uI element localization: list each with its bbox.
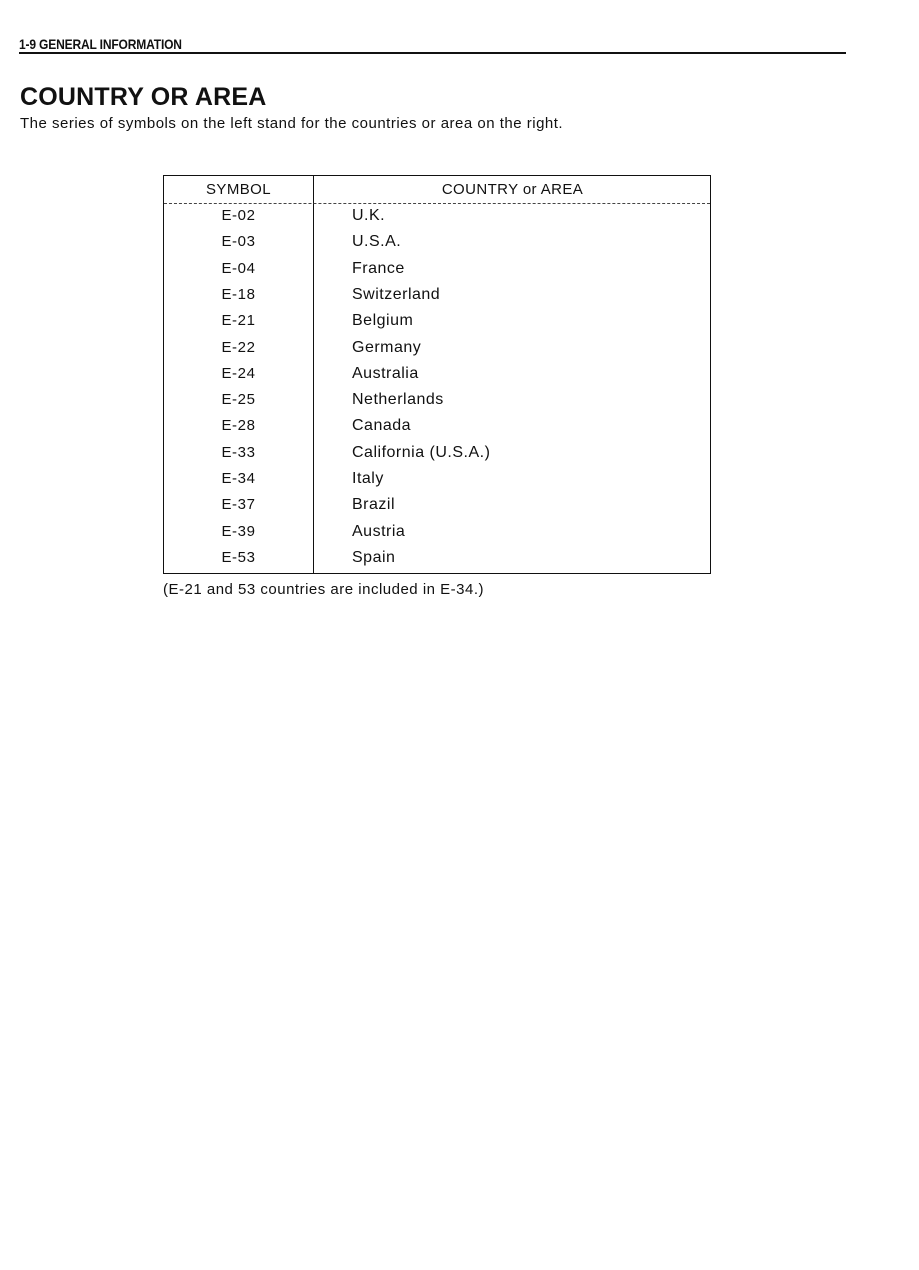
symbol-cell: E-25 <box>221 391 256 409</box>
country-cell: Spain <box>352 548 396 566</box>
table-row <box>164 440 710 466</box>
table-row <box>164 466 710 492</box>
table-row <box>164 282 710 308</box>
table-row <box>164 519 710 545</box>
symbol-cell: E-21 <box>221 312 256 330</box>
symbol-cell: E-02 <box>221 207 256 224</box>
page-header-label: 1-9 GENERAL INFORMATION <box>19 36 182 52</box>
symbol-cell: E-24 <box>221 364 256 382</box>
intro-text: The series of symbols on the left stand for the countries or area on the right. <box>20 115 564 132</box>
table-row <box>164 413 710 439</box>
country-cell: Austria <box>352 522 406 540</box>
country-cell: Belgium <box>352 312 414 330</box>
symbol-cell: E-53 <box>221 548 256 566</box>
country-cell: Netherlands <box>352 391 444 409</box>
page-header <box>19 34 846 54</box>
country-cell: Italy <box>352 470 384 487</box>
country-cell: California (U.S.A.) <box>352 443 491 461</box>
footnote: (E-21 and 53 countries are included in E-34.) <box>163 581 485 598</box>
table-row <box>164 387 710 413</box>
country-cell: Brazil <box>352 496 396 514</box>
table-row <box>164 256 710 282</box>
symbol-cell: E-34 <box>221 470 256 487</box>
symbol-cell: E-39 <box>221 522 256 540</box>
table-row <box>164 335 710 361</box>
table-row <box>164 361 710 387</box>
symbol-cell: E-22 <box>221 338 256 356</box>
country-cell: Canada <box>352 417 412 435</box>
country-table <box>163 175 711 574</box>
section-title: COUNTRY OR AREA <box>20 83 267 111</box>
symbol-cell: E-18 <box>221 285 256 303</box>
country-cell: France <box>352 259 405 277</box>
symbol-cell: E-37 <box>221 496 256 514</box>
table-row <box>164 492 710 518</box>
table-row <box>164 229 710 255</box>
column-header-country: COUNTRY or AREA <box>441 181 584 198</box>
country-cell: U.K. <box>352 207 386 224</box>
country-cell: U.S.A. <box>352 233 402 251</box>
column-header-symbol: SYMBOL <box>206 181 271 198</box>
country-cell: Switzerland <box>352 285 441 303</box>
table-row <box>164 308 710 334</box>
country-cell: Australia <box>352 364 419 382</box>
table-row <box>164 203 710 229</box>
symbol-cell: E-04 <box>221 259 256 277</box>
symbol-cell: E-03 <box>221 233 256 251</box>
symbol-cell: E-33 <box>221 443 256 461</box>
symbol-cell: E-28 <box>221 417 256 435</box>
table-row <box>164 545 710 571</box>
country-cell: Germany <box>352 338 422 356</box>
